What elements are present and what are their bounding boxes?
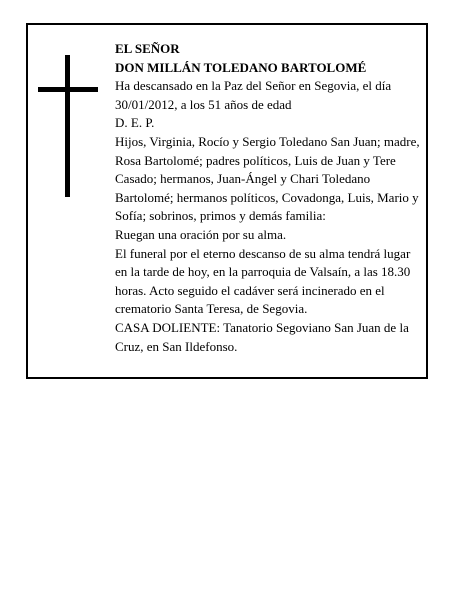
family-list: Hijos, Virginia, Rocío y Sergio Toledano San Juan; madre, Rosa Bartolomé; padres políticos, Luis de Juan y Tere Casado; hermanos, Juan-Ángel y Chari Toledano Bartolomé; hermanos políticos, Covadonga, Luis, Mario y Sofía; sobrinos, primos y demás familia: [115,133,420,224]
obituary-text [115,40,425,356]
cross-icon [38,55,98,197]
rip-text: D. E. P. [115,115,155,131]
prayer-request: Ruegan una oración por su alma. [115,226,287,242]
mourning-house: CASA DOLIENTE: Tanatorio Segoviano San Juan de la Cruz, en San Ildefonso. [115,319,409,354]
cross-horizontal-bar [38,87,98,92]
cross-vertical-bar [65,55,70,197]
funeral-details: El funeral por el eterno descanso de su alma tendrá lugar en la tarde de hoy, en la parroquia de Valsaín, a las 18.30 horas. Acto seguido el cadáver será incinerado en el crematorio Santa Teresa, de Segovia. [115,245,411,317]
death-announcement: Ha descansado en la Paz del Señor en Segovia, el día 30/01/2012, a los 51 años de edad [115,78,392,112]
obituary-notice [26,23,428,379]
deceased-name: DON MILLÁN TOLEDANO BARTOLOMÉ [115,59,367,75]
title-line-1: EL SEÑOR [115,41,180,56]
